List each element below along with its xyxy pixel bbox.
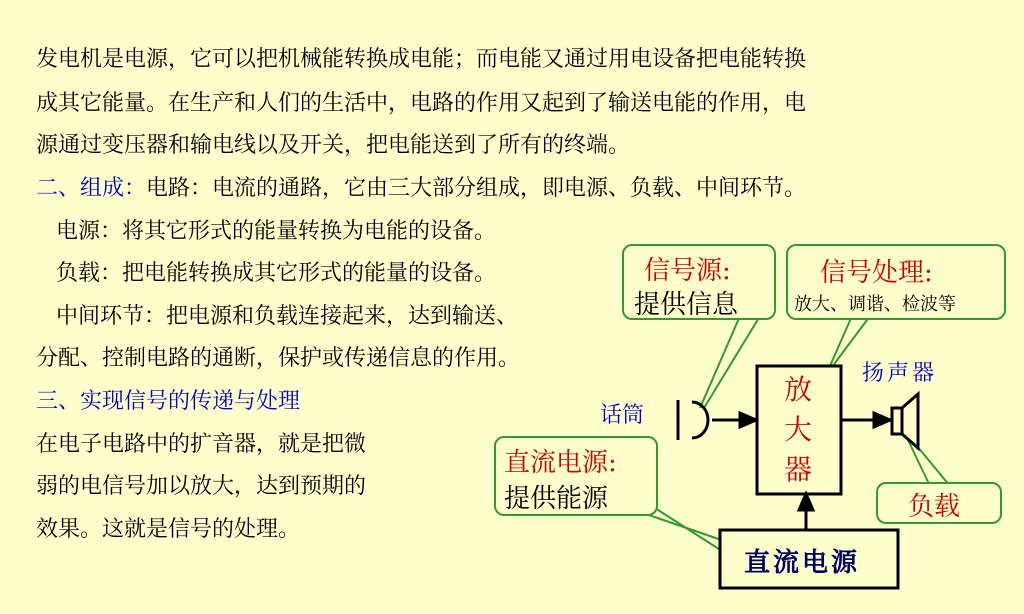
- amplifier-label-2: 大: [784, 413, 813, 446]
- paragraph-line-1: 发电机是电源，它可以把机械能转换成电能；而电能又通过用电设备把电能转换: [36, 47, 807, 72]
- speaker-label: 扬声器: [862, 361, 938, 386]
- item-continuation: 分配、控制电路的通断，保护或传递信息的作用。: [36, 346, 521, 371]
- dc-source-callout-desc: 提供能源: [504, 484, 609, 514]
- dc-source-box-label: 直流电源: [744, 548, 861, 578]
- amplifier-label-3: 器: [784, 453, 813, 486]
- section2-text: 电路：电流的通路，它由三大部分组成，即电源、负载、中间环节。: [146, 176, 807, 201]
- signal-source-callout: [622, 244, 776, 320]
- section3-line-2: 弱的电信号加以放大，达到预期的: [36, 474, 367, 499]
- item-intermediate: 中间环节：把电源和负载连接起来，达到输送、: [56, 304, 519, 329]
- load-label: 负载: [908, 492, 961, 522]
- signal-source-pointer: [700, 316, 740, 408]
- item-power-source: 电源：将其它形式的能量转换为电能的设备。: [56, 219, 497, 244]
- section2-heading: 二、组成：: [36, 176, 147, 201]
- amplifier-label-1: 放: [784, 373, 813, 406]
- microphone-icon: [678, 400, 708, 440]
- load-callout: [876, 482, 1002, 524]
- section3-line-3: 效果。这就是信号的处理。: [36, 517, 301, 542]
- signal-source-desc: 提供信息: [634, 290, 739, 320]
- paragraph-line-2: 成其它能量。在生产和人们的生活中，电路的作用又起到了输送电能的作用，电: [36, 91, 807, 116]
- speaker-icon: [892, 394, 918, 448]
- dc-source-callout: [494, 436, 658, 516]
- section3-line-1: 在电子电路中的扩音器，就是把微: [36, 432, 367, 457]
- paragraph-line-3: 源通过变压器和输电线以及开关，把电能送到了所有的终端。: [36, 133, 631, 158]
- section3-heading: 三、实现信号的传递与处理: [36, 389, 301, 414]
- signal-process-callout: [786, 244, 1006, 320]
- signal-source-title: 信号源:: [644, 256, 731, 286]
- signal-process-title: 信号处理:: [820, 258, 933, 288]
- dc-source-callout-title: 直流电源:: [504, 448, 617, 478]
- signal-process-desc: 放大、调谐、检波等: [794, 294, 956, 315]
- item-load: 负载：把电能转换成其它形式的能量的设备。: [56, 261, 497, 286]
- microphone-label: 话筒: [600, 403, 645, 428]
